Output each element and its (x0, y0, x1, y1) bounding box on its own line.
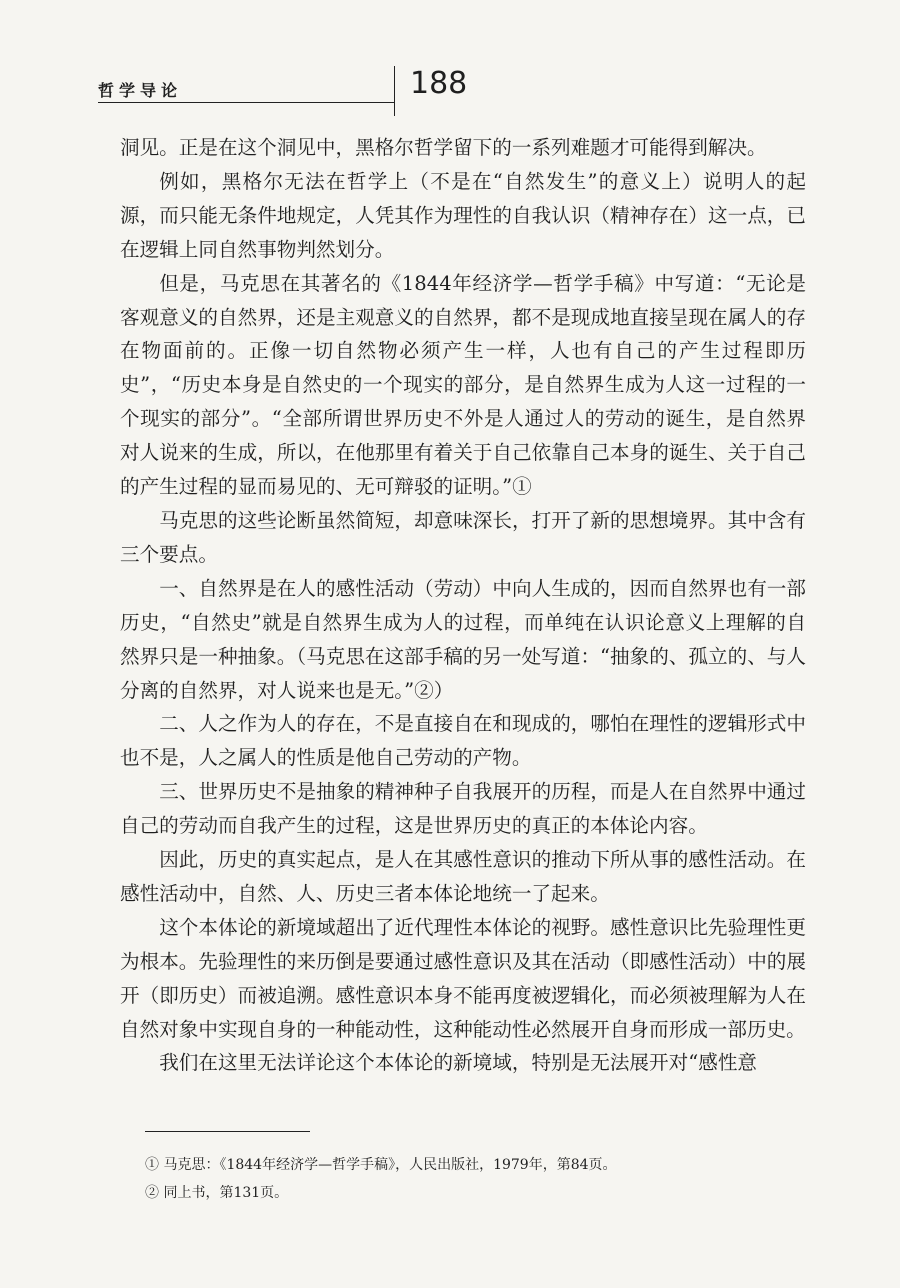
running-header (98, 66, 858, 116)
paragraph: 马克思的这些论断虽然简短，却意味深长，打开了新的思想境界。其中含有三个要点。 (120, 508, 806, 566)
page-number: 188 (410, 66, 468, 101)
paragraph: 这个本体论的新境域超出了近代理性本体论的视野。感性意识比先验理性更为根本。先验理性的来历倒是要通过感性意识及其在活动（即感性活动）中的展开（即历史）而被追溯。感性意识本身不能再度被逻辑化，而必须被理解为人在自然对象中实现自身的一种能动性，这种能动性必然展开自身而形成一部历史。 (120, 915, 806, 1041)
paragraph: 一、自然界是在人的感性活动（劳动）中向人生成的，因而自然界也有一部历史，“自然史”就是自然界生成为人的过程，而单纯在认识论意义上理解的自然界只是一种抽象。（马克思在这部手稿的另一处写道：“抽象的、孤立的、与人分离的自然界，对人说来也是无。”②） (120, 576, 806, 702)
header-divider (394, 66, 395, 116)
paragraph: 例如，黑格尔无法在哲学上（不是在“自然发生”的意义上）说明人的起源，而只能无条件地规定，人凭其作为理性的自我认识（精神存在）这一点，已在逻辑上同自然事物判然划分。 (120, 169, 806, 261)
paragraph: 三、世界历史不是抽象的精神种子自我展开的历程，而是人在自然界中通过自己的劳动而自我产生的过程，这是世界历史的真正的本体论内容。 (120, 780, 806, 838)
paragraph: 因此，历史的真实起点，是人在其感性意识的推动下所从事的感性活动。在感性活动中，自然、人、历史三者本体论地统一了起来。 (120, 848, 806, 905)
paragraph: 洞见。正是在这个洞见中，黑格尔哲学留下的一系列难题才可能得到解决。 (120, 136, 767, 159)
footnote-1: ① 马克思：《1844年经济学—哲学手稿》，人民出版社，1979年，第84页。 (145, 1157, 617, 1173)
footnote-rule (145, 1131, 310, 1132)
paragraph: 二、人之作为人的存在，不是直接自在和现成的，哪怕在理性的逻辑形式中也不是，人之属人的性质是他自己劳动的产物。 (120, 712, 806, 770)
header-rule (98, 102, 394, 103)
paragraph: 我们在这里无法详论这个本体论的新境域，特别是无法展开对“感性意 (159, 1051, 758, 1075)
footnote-2: ② 同上书，第131页。 (145, 1185, 289, 1201)
footnotes (145, 1151, 806, 1207)
paragraph: 但是，马克思在其著名的《1844年经济学—哲学手稿》中写道：“无论是客观意义的自然界，还是主观意义的自然界，都不是现成地直接呈现在属人的存在物面前的。正像一切自然物必须产生一样，人也有自己的产生过程即历史”，“历史本身是自然史的一个现实的部分，是自然界生成为人这一过程的一个现实的部分”。“全部所谓世界历史不外是人通过人的劳动的诞生，是自然界对人说来的生成，所以，在他那里有着关于自己依靠自己本身的诞生、关于自己的产生过程的显而易见的、无可辩驳的证明。”① (120, 271, 806, 499)
body-text (120, 131, 806, 1080)
book-title: 哲学导论 (98, 81, 183, 100)
